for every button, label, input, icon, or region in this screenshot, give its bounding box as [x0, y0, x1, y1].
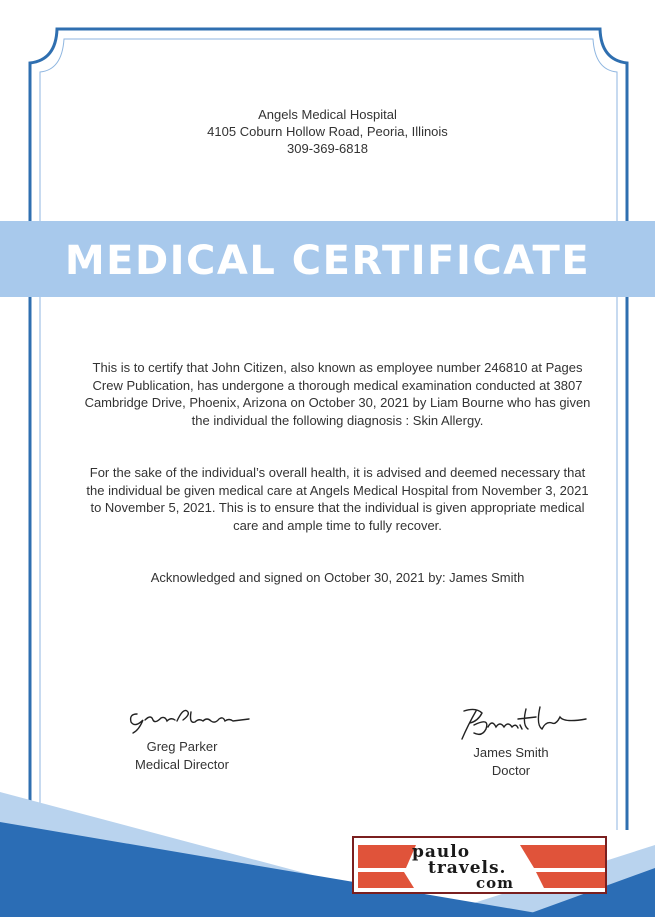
- certificate-title: MEDICAL CERTIFICATE: [64, 238, 591, 284]
- signatory-role: Doctor: [491, 762, 531, 778]
- watermark-line-2: travels.: [428, 858, 507, 878]
- hospital-name: Angels Medical Hospital: [258, 107, 397, 122]
- signatory-name: James Smith: [473, 745, 549, 760]
- signatory-role: Medical Director: [135, 756, 229, 772]
- signatory-name: Greg Parker: [146, 739, 218, 754]
- certificate-paragraph-advice: For the sake of the individual’s overall health, it is advised and deemed necessary that the individual be given medical care at Angels Medical Hospital from November 3, 2021 to November 5, 2021. This is to ensure that the individual is given appropriate medical care and ample time to fully recover.: [86, 465, 589, 533]
- watermark-line-3: com: [476, 874, 515, 892]
- watermark-line-1: paulo: [412, 842, 471, 862]
- watermark-logo: [352, 836, 607, 894]
- certificate-paragraph-diagnosis: This is to certify that John Citizen, also known as employee number 246810 at Pages Crew Publication, has undergone a thorough medical examination conducted at 3807 Cambridge Drive, Phoenix, Arizona on October 30, 2021 by Liam Bourne who has given the individual the following diagnosis : Skin Allergy.: [84, 360, 591, 428]
- hospital-phone: 309-369-6818: [287, 141, 368, 156]
- acknowledgement-line: Acknowledged and signed on October 30, 2021 by: James Smith: [150, 570, 525, 585]
- hospital-address: 4105 Coburn Hollow Road, Peoria, Illinois: [207, 124, 448, 139]
